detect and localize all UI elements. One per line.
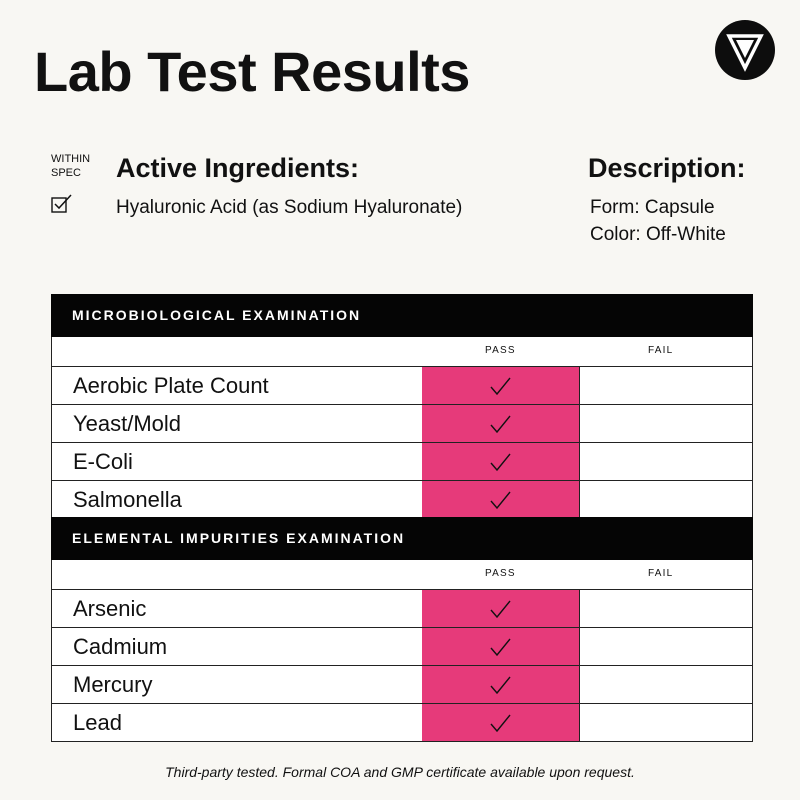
within-spec-line2: SPEC [51,167,81,179]
v-shield-logo-icon [715,20,775,80]
elemental-impurities-header: ELEMENTAL IMPURITIES EXAMINATION [51,517,753,560]
test-label: Aerobic Plate Count [73,373,269,398]
checkbox-checked-icon [51,194,73,219]
checkmark-icon [489,675,511,695]
table-row [51,367,753,405]
pass-cell [422,367,580,404]
table-row [51,443,753,481]
pass-cell [422,666,580,703]
active-ingredients-value: Hyaluronic Acid (as Sodium Hyaluronate) [116,197,463,218]
description-title: Description: [588,153,746,183]
table-row [51,481,753,519]
test-label: Cadmium [73,634,168,659]
elemental-impurities-table [51,517,753,742]
microbiological-header: MICROBIOLOGICAL EXAMINATION [51,294,753,337]
test-label: Salmonella [73,487,182,512]
column-header-row [51,337,753,367]
column-header-row [51,560,753,590]
checkmark-icon [489,637,511,657]
checkmark-icon [489,490,511,510]
table-row [51,704,753,742]
description-form: Form: Capsule [590,197,715,218]
within-spec-label [51,152,90,180]
footer-note: Third-party tested. Formal COA and GMP certificate available upon request. [165,764,635,780]
test-label: Arsenic [73,596,147,621]
table-row [51,628,753,666]
checkmark-icon [489,414,511,434]
pass-cell [422,590,580,627]
within-spec-line1: WITHIN [51,153,91,165]
test-label: Mercury [73,672,153,697]
page-title: Lab Test Results [34,40,470,103]
microbiological-table [51,294,753,519]
pass-column-header: PASS [485,345,516,356]
checkmark-icon [489,713,511,733]
checkmark-icon [489,452,511,472]
fail-column-header: FAIL [648,568,674,579]
description-details [590,194,726,248]
pass-cell [422,481,580,518]
table-row [51,590,753,628]
test-label: Lead [73,710,122,735]
checkmark-icon [489,599,511,619]
active-ingredients-title: Active Ingredients: [116,153,360,183]
pass-cell [422,443,580,480]
fail-column-header: FAIL [648,345,674,356]
table-row [51,405,753,443]
table-row [51,666,753,704]
pass-cell [422,704,580,741]
checkmark-icon [489,376,511,396]
description-color: Color: Off-White [590,224,726,245]
test-label: Yeast/Mold [73,411,182,436]
test-label: E-Coli [73,449,133,474]
pass-cell [422,405,580,442]
pass-cell [422,628,580,665]
pass-column-header: PASS [485,568,516,579]
